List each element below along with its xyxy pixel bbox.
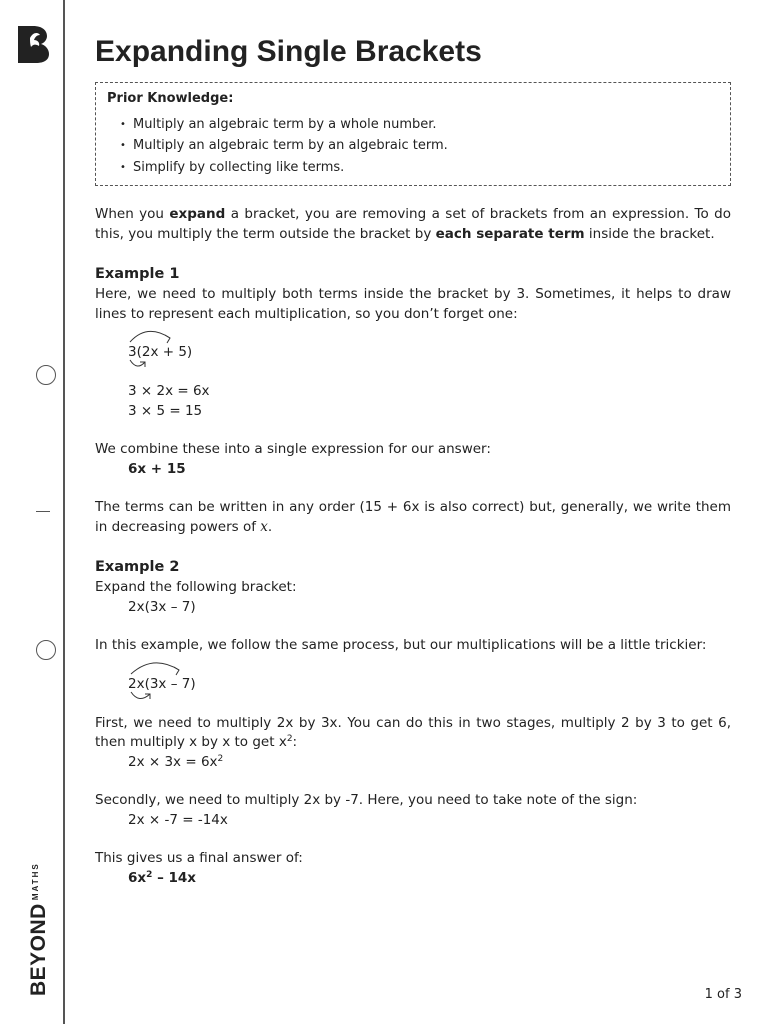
brand-word-2: MATHS — [31, 862, 40, 901]
worksheet-content — [95, 30, 731, 888]
fold-mark — [36, 511, 50, 512]
punch-hole — [36, 365, 56, 385]
example-1-intro: Here, we need to multiply both terms inside the bracket by 3. Sometimes, it helps to draw lines to represent each multiplication, so you don’t forget one: — [95, 286, 731, 322]
example-1-heading: Example 1 — [95, 266, 180, 282]
first-step-end: : — [292, 734, 298, 750]
example-2-expression: 2x(3x – 7) — [128, 598, 196, 615]
list-item: • Simplify by collecting like terms. — [133, 157, 719, 179]
prior-knowledge-list — [107, 114, 719, 179]
answer-exponent: 2 — [146, 869, 153, 880]
example-2-step-exponent: 2 — [217, 753, 224, 764]
intro-text: When you — [95, 206, 170, 222]
example-2-intro: Expand the following bracket: — [95, 579, 297, 595]
example-2-expression-arrows: 2x(3x – 7) — [128, 675, 196, 692]
prior-knowledge-box — [95, 82, 731, 186]
example-1-step: 3 × 2x = 6x — [128, 383, 210, 399]
punch-hole — [36, 640, 56, 660]
prior-knowledge-title: Prior Knowledge: — [107, 91, 234, 106]
example-2-first-step-text — [95, 714, 731, 753]
example-1-expression-diagram — [95, 324, 731, 382]
intro-keyword: each separate term — [435, 225, 585, 242]
example-2-step: 2x × -7 = -14x — [128, 811, 228, 828]
example-1-combine-text: We combine these into a single expression for our answer: — [95, 441, 491, 457]
example-2-expression-diagram — [95, 656, 731, 714]
example-1-expression: 3(2x + 5) — [128, 344, 193, 360]
example-2-answer — [95, 869, 731, 889]
order-note-variable: x — [260, 518, 268, 535]
example-2-second-step-text: Secondly, we need to multiply 2x by -7. Here, you need to take note of the sign: — [95, 792, 638, 808]
order-note-text: The terms can be written in any order (15 + 6x is also correct) but, generally, we write them in decreasing powers of — [95, 499, 731, 535]
answer-term: 6x — [128, 869, 147, 886]
intro-text: a bracket, you are removing a set of brackets from an expression. To do this, you multiply the term outside the bracket by — [95, 206, 731, 242]
brand-word-1: BEYOND — [27, 903, 50, 996]
example-2-final-text: This gives us a final answer of: — [95, 850, 303, 866]
intro-text: inside the bracket. — [584, 225, 715, 242]
intro-paragraph — [95, 205, 731, 244]
example-2-process-text: In this example, we follow the same process, but our multiplications will be a little trickier: — [95, 637, 707, 653]
answer-term: – 14x — [152, 869, 197, 886]
example-2-step — [95, 753, 731, 773]
brand-wordmark — [26, 862, 52, 996]
list-item: • Multiply an algebraic term by an algebraic term. — [133, 135, 719, 157]
example-1-step: 3 × 5 = 15 — [128, 402, 203, 419]
intro-keyword: expand — [169, 206, 226, 222]
example-1-order-note — [95, 498, 731, 537]
page-title: Expanding Single Brackets — [95, 35, 482, 68]
example-2-heading: Example 2 — [95, 559, 180, 575]
order-note-end: . — [267, 518, 273, 535]
page-number: 1 of 3 — [704, 987, 742, 1002]
example-1-answer: 6x + 15 — [128, 460, 186, 477]
first-step-text: First, we need to multiply 2x by 3x. You can do this in two stages, multiply 2 by 3 to get 6, then multiply x by x to get x — [95, 714, 731, 750]
beyond-logo-icon — [16, 24, 50, 71]
list-item: • Multiply an algebraic term by a whole number. — [133, 114, 719, 136]
margin-rule — [63, 0, 65, 1024]
example-2-step-text: 2x × 3x = 6x — [128, 753, 218, 770]
first-step-exponent: 2 — [286, 734, 293, 744]
